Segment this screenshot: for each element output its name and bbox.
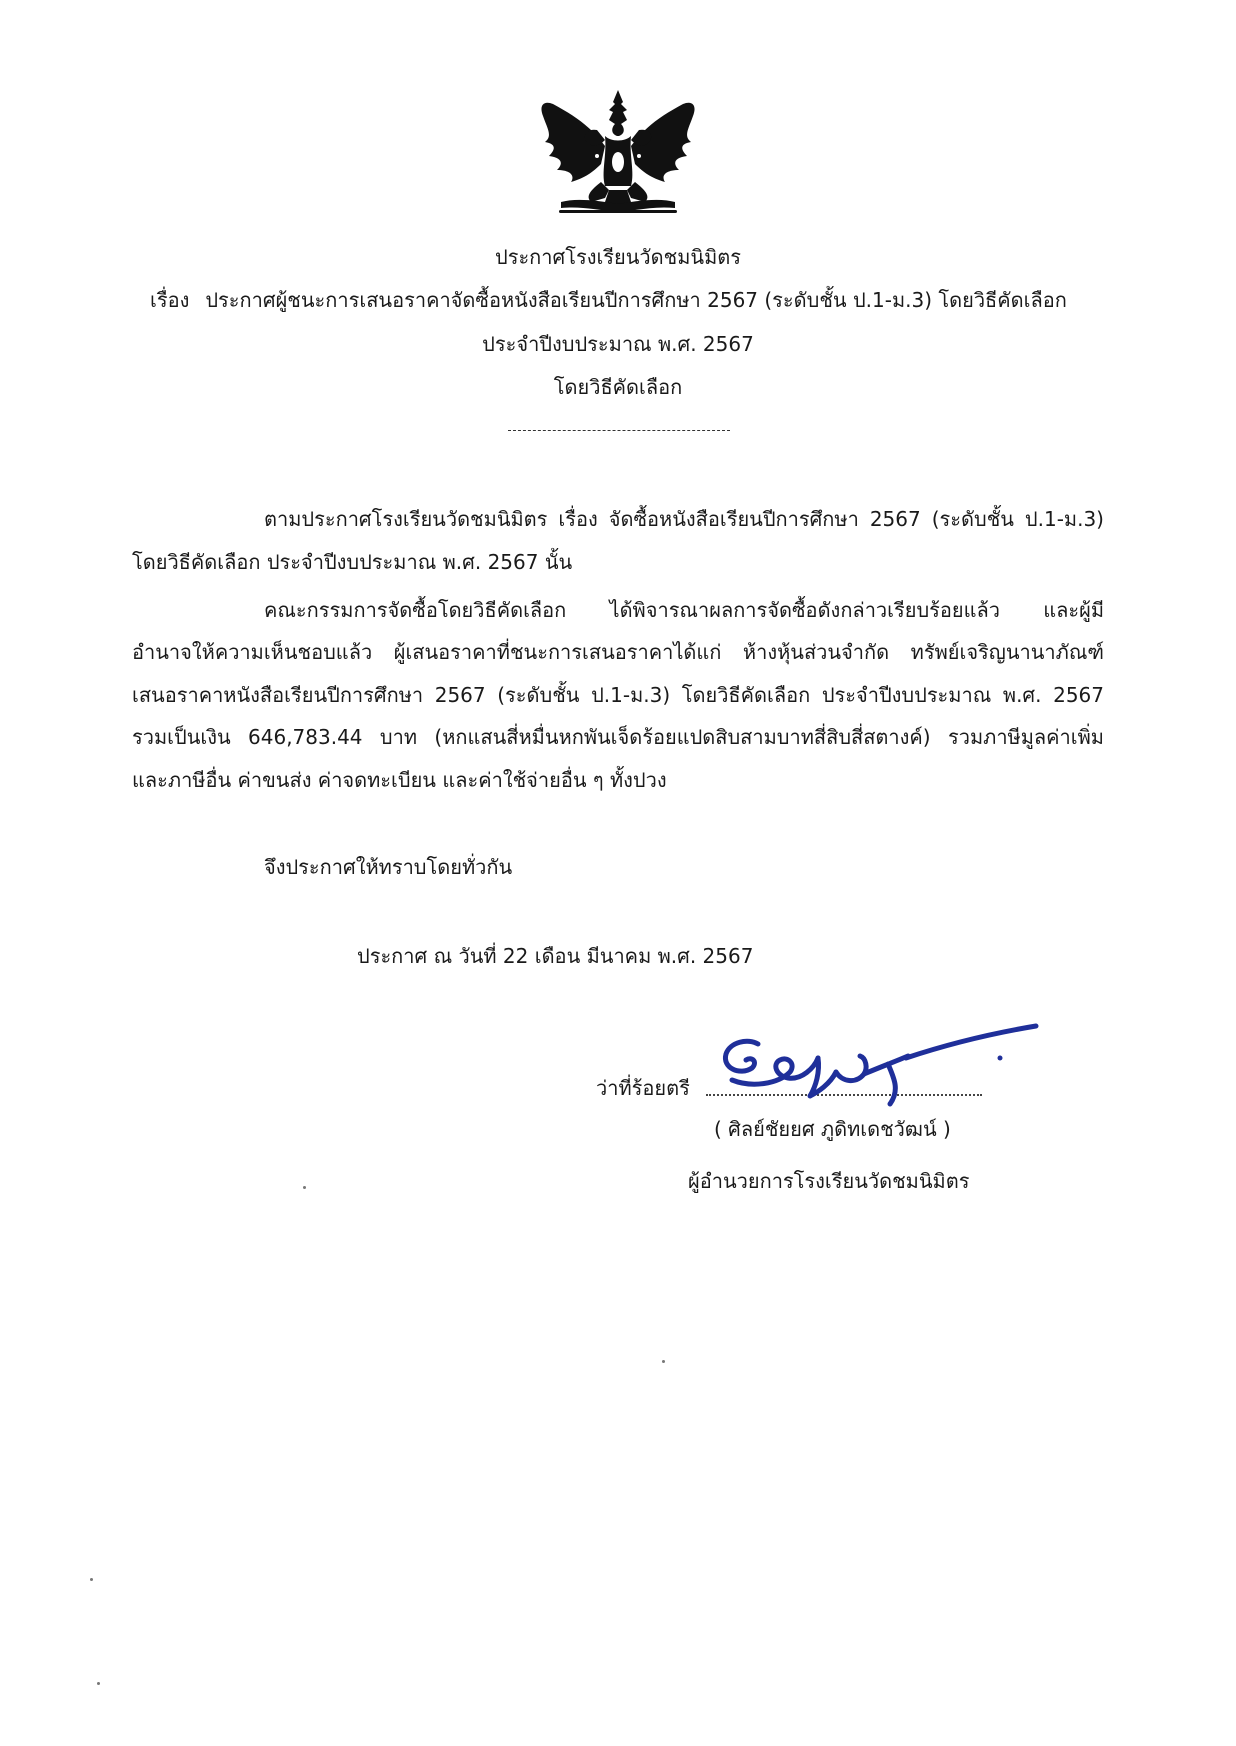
- signer-rank: ว่าที่ร้อยตรี: [596, 1076, 690, 1100]
- header-divider: [508, 430, 730, 431]
- subject-text: ประกาศผู้ชนะการเสนอราคาจัดซื้อหนังสือเรียนปีการศึกษา 2567 (ระดับชั้น ป.1-ม.3) โดยวิธีคัดเลือก: [205, 288, 1067, 312]
- paragraph-2-line-3: เสนอราคาหนังสือเรียนปีการศึกษา 2567 (ระดับชั้น ป.1-ม.3) โดยวิธีคัดเลือก ประจำปีงบประมาณ พ.ศ. 2567: [132, 683, 1104, 707]
- announcement-date: ประกาศ ณ วันที่ 22 เดือน มีนาคม พ.ศ. 2567: [357, 944, 754, 968]
- signer-position: ผู้อำนวยการโรงเรียนวัดชมนิมิตร: [688, 1169, 970, 1193]
- handwritten-signature-icon: [718, 1018, 1044, 1124]
- paragraph-2-line-1: คณะกรรมการจัดซื้อโดยวิธีคัดเลือก ได้พิจารณาผลการจัดซื้อดังกล่าวเรียบร้อยแล้ว และผู้มี: [264, 598, 1104, 622]
- issuer-title: ประกาศโรงเรียนวัดชมนิมิตร: [495, 245, 741, 269]
- signer-name: ( ศิลย์ชัยยศ ภูดิทเดชวัฒน์ ): [714, 1117, 951, 1141]
- scan-speck: [90, 1578, 93, 1581]
- paragraph-2-line-4: รวมเป็นเงิน 646,783.44 บาท (หกแสนสี่หมื่นหกพันเจ็ดร้อยแปดสิบสามบาทสี่สิบสี่สตางค์) รวมภาษีมูลค่าเพิ่ม: [132, 725, 1104, 749]
- budget-year: ประจำปีงบประมาณ พ.ศ. 2567: [482, 332, 754, 356]
- scan-speck: [662, 1360, 665, 1363]
- paragraph-1-line-1: ตามประกาศโรงเรียนวัดชมนิมิตร เรื่อง จัดซื้อหนังสือเรียนปีการศึกษา 2567 (ระดับชั้น ป.1-ม.3): [264, 507, 1104, 531]
- subject-line: [150, 286, 1067, 314]
- procurement-method: โดยวิธีคัดเลือก: [553, 375, 683, 399]
- closing-line: จึงประกาศให้ทราบโดยทั่วกัน: [264, 855, 513, 879]
- subject-label: เรื่อง: [150, 288, 190, 312]
- scan-speck: [303, 1186, 306, 1189]
- scan-speck: [97, 1682, 100, 1685]
- paragraph-2-line-2: อำนาจให้ความเห็นชอบแล้ว ผู้เสนอราคาที่ชนะการเสนอราคาได้แก่ ห้างหุ้นส่วนจำกัด ทรัพย์เจริญนานาภัณฑ์: [132, 640, 1104, 664]
- paragraph-1-line-2: โดยวิธีคัดเลือก ประจำปีงบประมาณ พ.ศ. 2567 นั้น: [132, 550, 573, 574]
- paragraph-2-line-5: และภาษีอื่น ค่าขนส่ง ค่าจดทะเบียน และค่าใช้จ่ายอื่น ๆ ทั้งปวง: [132, 768, 667, 792]
- garuda-emblem-icon: [535, 86, 701, 224]
